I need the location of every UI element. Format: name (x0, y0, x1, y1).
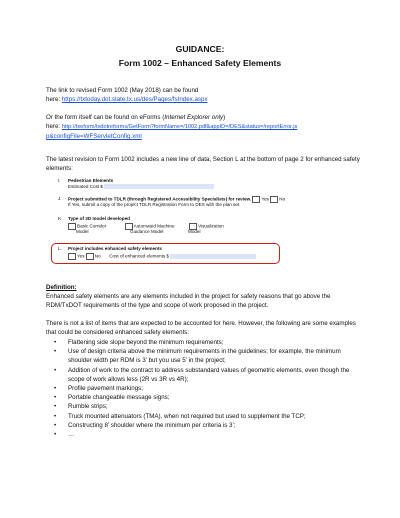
bullet-dot-icon: • (54, 412, 57, 420)
bullet-text: Rumble strips; (68, 403, 108, 411)
intro-2-text-a: Or the form itself can be found on eForms ( (46, 114, 165, 121)
l-no-label: No (94, 253, 101, 259)
intro-2-link-line (46, 122, 364, 132)
section-l-title: Project includes enhanced safety elements (68, 246, 162, 251)
bullet-text: Truck mounted attenuators (TMA), when not required but used to supplement the TCP; (68, 412, 306, 420)
page-subtitle: Form 1002 – Enhanced Safety Elements (118, 58, 282, 68)
form-link-1[interactable]: https://txtoday.dot.state.tx.us/des/Pages/fsIndex.aspx (61, 96, 208, 104)
eforms-link-part-2[interactable]: p&configFile=WFServletConfig.xml (46, 133, 142, 141)
bullet-dot-icon: • (54, 403, 57, 411)
k-opt3-label-2: Model (188, 229, 201, 234)
bullet-dot-icon: • (54, 394, 57, 402)
bullet-text: Flattening side slope beyond the minimum requirements; (68, 339, 224, 346)
form-section-j-note: If Yes, submit a copy of the project TDLR Registration Form to DES with the plan set. (68, 202, 241, 207)
bullet-item (46, 347, 364, 365)
intro-1-link-line (46, 95, 364, 104)
j-yes-checkbox[interactable] (252, 196, 260, 203)
l-cost-label: Cost of enhanced elements $ (109, 253, 169, 259)
bullet-dot-icon: • (54, 421, 57, 429)
form-section-i-cost (68, 184, 214, 190)
eforms-link-part-1[interactable]: http://txeform/txdotreforms/GetForm?formName=/1002.pdf&appID=/DES&status=/reportError.js (61, 124, 298, 131)
bullet-item (46, 412, 364, 421)
definition-heading: Definition: (46, 284, 77, 291)
bullet-text: Addition of work to the contract to address substandard values of geometric elements, even though the scope of work allows less (2R vs 3R vs 4R); (68, 366, 350, 383)
section-i-cost-label: Estimated Cost $ (68, 184, 103, 189)
intro-1-text: The link to revised Form 1002 (May 2018) can be found (46, 87, 199, 94)
k-opt1-label: Basic Corridor (77, 223, 107, 229)
bullet-dot-icon: • (54, 366, 57, 374)
k-basic-corridor-checkbox[interactable] (68, 223, 76, 230)
examples-list (46, 338, 364, 439)
bullet-text: Constructing 8’ shoulder where the minimum per criteria is 3’; (68, 421, 236, 429)
bullet-dot-icon: • (54, 431, 57, 439)
bullet-dot-icon: • (54, 385, 57, 393)
section-k-label: K. (58, 216, 63, 221)
definition-text: Enhanced safety elements are any elements included in the project for safety reasons that go above the RDM/TxDOT requirements of the type and scope of work proposed in the project. (46, 293, 331, 310)
page-title: GUIDANCE: (175, 44, 225, 54)
j-yes-label: Yes (261, 196, 269, 202)
section-j-title: Project submitted to TDLR (through Registered Accessibility Specialists) for review. (68, 196, 252, 202)
intro-2-prefix: here: (46, 123, 62, 131)
l-yes-label: Yes (77, 253, 85, 259)
bullet-text: … (68, 431, 75, 439)
bullet-dot-icon: • (54, 348, 57, 356)
bullet-text: Portable changeable message signs; (68, 394, 170, 402)
k-opt2-label-2: Guidance Model (130, 229, 164, 234)
form-section-k (58, 216, 130, 222)
form-section-l-fields (68, 253, 256, 260)
bullet-item (46, 430, 364, 439)
examples-intro: There is not a list of items that are expected to be accounted for here. However, the following are some examples that could be considered enhanced safety elements: (46, 320, 356, 337)
intro-1-prefix: here: (46, 96, 62, 104)
intro-paragraph-3: The latest revision to Form 1002 includes a new line of data, Section L at the bottom of page 2 for enhanced safety elements: (46, 156, 360, 173)
k-opt2-label: Automated Machine (133, 223, 175, 229)
bullet-text: Profile pavement markings; (68, 385, 143, 393)
enhanced-cost-field[interactable] (170, 254, 256, 259)
bullet-item (46, 338, 364, 347)
estimated-cost-field[interactable] (104, 184, 214, 189)
bullet-text: Use of design criteria above the minimum requirements in the guidelines; for example, the minimum shoulder width per RDM is 3’ but you use 5’ in the project; (68, 348, 341, 365)
j-no-checkbox[interactable] (270, 196, 278, 203)
intro-paragraph-2 (46, 113, 364, 142)
bullet-item (46, 384, 364, 393)
section-i-label: I. (58, 178, 61, 183)
section-i-title: Pedestrian Elements (68, 178, 114, 183)
bullet-dot-icon: • (54, 339, 57, 346)
section-j-label: J. (58, 196, 62, 202)
definition-section (46, 283, 364, 311)
k-opt1-label-2: Model (76, 229, 89, 234)
intro-2-text-b: ) (223, 114, 226, 121)
section-l-label: L. (58, 246, 62, 251)
form-section-k-options-line2 (76, 229, 201, 235)
bullet-item (46, 421, 364, 430)
form-section-l (58, 246, 162, 252)
intro-2-text (46, 113, 364, 122)
k-opt3-label: Visualization (198, 223, 224, 229)
bullet-item (46, 402, 364, 411)
intro-paragraph-1 (46, 86, 364, 104)
l-no-checkbox[interactable] (86, 253, 94, 260)
bullet-list (46, 338, 364, 439)
section-k-title: Type of 3D model developed (68, 216, 130, 221)
intro-2-em: Internet Explorer only (164, 114, 224, 121)
bullet-item (46, 393, 364, 402)
l-yes-checkbox[interactable] (68, 253, 76, 260)
j-no-label: No (279, 196, 286, 202)
bullet-item (46, 366, 364, 384)
